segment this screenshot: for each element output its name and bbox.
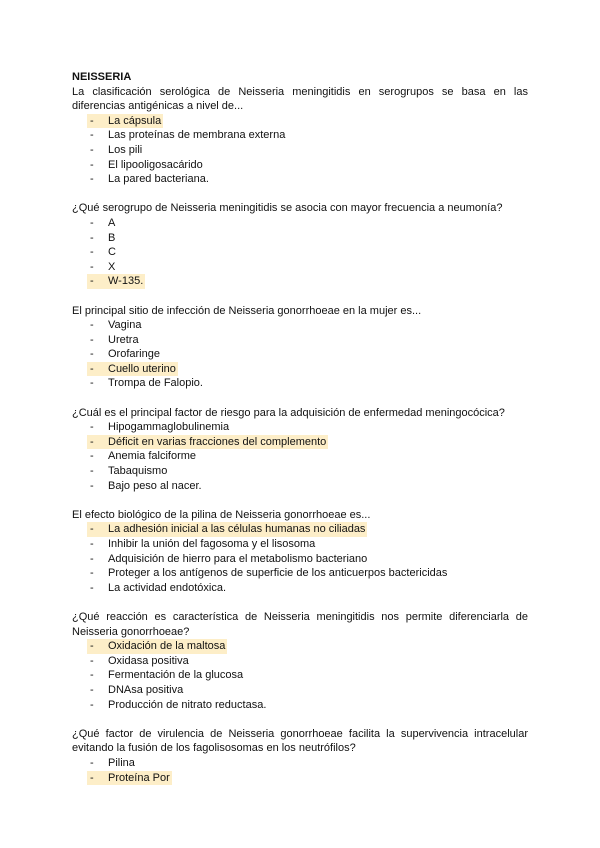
bullet-dash-icon: -: [90, 275, 94, 288]
option-item: [72, 683, 528, 698]
bullet-dash-icon: -: [90, 362, 94, 375]
option-text: Los pili: [108, 143, 143, 156]
option-line: [87, 581, 226, 596]
option-text: B: [108, 231, 116, 244]
question-block: [72, 304, 528, 392]
bullet-dash-icon: -: [90, 771, 94, 784]
option-text: Bajo peso al nacer.: [108, 479, 202, 492]
option-text: Oxidación de la maltosa: [108, 640, 226, 653]
question-block: [72, 610, 528, 712]
option-item: [72, 698, 528, 713]
option-text: Vagina: [108, 319, 142, 332]
option-item: [72, 654, 528, 669]
answer-highlight: [87, 639, 227, 654]
option-item: [72, 318, 528, 333]
bullet-dash-icon: -: [90, 450, 94, 463]
option-item: [72, 216, 528, 231]
option-line: [87, 566, 447, 581]
option-item-correct: [72, 362, 528, 377]
option-line: [87, 449, 196, 464]
bullet-dash-icon: -: [90, 216, 94, 229]
option-item: [72, 172, 528, 187]
option-line: [87, 668, 243, 683]
option-text: La adhesión inicial a las células humanas no ciliadas: [108, 523, 366, 536]
option-line: [87, 260, 115, 275]
option-item: [72, 537, 528, 552]
question-block: [72, 201, 528, 289]
bullet-dash-icon: -: [90, 669, 94, 682]
bullet-dash-icon: -: [90, 114, 94, 127]
option-line: [87, 552, 367, 567]
question-text: ¿Qué reacción es característica de Neisseria meningitidis nos permite diferenciarla de Neisseria gonorrhoeae?: [72, 610, 528, 638]
bullet-dash-icon: -: [90, 319, 94, 332]
bullet-dash-icon: -: [90, 421, 94, 434]
question-block: [72, 508, 528, 596]
bullet-dash-icon: -: [90, 654, 94, 667]
option-item: [72, 449, 528, 464]
question-block: [72, 727, 528, 785]
question-text: ¿Qué serogrupo de Neisseria meningitidis se asocia con mayor frecuencia a neumonía?: [72, 202, 503, 215]
bullet-dash-icon: -: [90, 173, 94, 186]
question-text: El principal sitio de infección de Neisseria gonorrhoeae en la mujer es...: [72, 304, 422, 317]
option-text: La cápsula: [108, 114, 162, 127]
option-line: [87, 654, 189, 669]
option-item-correct: [72, 522, 528, 537]
option-list: [72, 522, 528, 595]
question-text: ¿Cuál es el principal factor de riesgo para la adquisición de enfermedad meningocócica?: [72, 406, 505, 419]
option-item: [72, 260, 528, 275]
option-line: [87, 683, 183, 698]
option-line: [87, 318, 141, 333]
option-item-correct: [72, 639, 528, 654]
question-block: [72, 85, 528, 187]
bullet-dash-icon: -: [90, 348, 94, 361]
bullet-dash-icon: -: [90, 246, 94, 259]
document-title: NEISSERIA: [72, 71, 132, 83]
option-item: [72, 128, 528, 143]
bullet-dash-icon: -: [90, 538, 94, 550]
option-text: El lipooligosacárido: [108, 158, 203, 171]
option-line: [87, 479, 202, 494]
option-item: [72, 756, 528, 771]
option-line: [87, 464, 167, 479]
bullet-dash-icon: -: [90, 683, 94, 696]
option-text: X: [108, 260, 116, 273]
bullet-dash-icon: -: [90, 640, 94, 653]
option-item-correct: [72, 435, 528, 450]
option-list: [72, 639, 528, 712]
bullet-dash-icon: -: [90, 465, 94, 478]
option-list: [72, 114, 528, 187]
option-text: Proteger a los antígenos de superficie de los anticuerpos bactericidas: [108, 567, 448, 580]
option-text: Producción de nitrato reductasa.: [108, 698, 267, 711]
option-item: [72, 231, 528, 246]
option-text: La pared bacteriana.: [108, 173, 209, 186]
option-text: Déficit en varias fracciones del complemento: [108, 435, 327, 448]
option-item-correct: [72, 114, 528, 129]
bullet-dash-icon: -: [90, 231, 94, 244]
option-line: [87, 143, 142, 158]
option-item: [72, 566, 528, 581]
answer-highlight: [87, 274, 145, 289]
option-item: [72, 464, 528, 479]
option-text: Las proteínas de membrana externa: [108, 129, 286, 142]
option-line: [87, 172, 209, 187]
option-text: Trompa de Falopio.: [108, 377, 203, 390]
option-text: Anemia falciforme: [108, 450, 197, 463]
option-text: Oxidasa positiva: [108, 654, 189, 667]
option-item: [72, 479, 528, 494]
bullet-dash-icon: -: [90, 158, 94, 171]
option-item-correct: [72, 274, 528, 289]
option-list: [72, 420, 528, 493]
option-text: Tabaquismo: [108, 465, 168, 478]
option-line: [87, 333, 139, 348]
bullet-dash-icon: -: [90, 567, 94, 580]
option-item: [72, 581, 528, 596]
option-list: [72, 756, 528, 785]
question-text: ¿Qué factor de virulencia de Neisseria gonorrhoeae facilita la supervivencia intracelular evitando la fusión de los fagolisosomas en los neutrófilos?: [72, 727, 528, 755]
option-item: [72, 143, 528, 158]
option-text: Orofaringe: [108, 348, 160, 361]
option-text: Adquisición de hierro para el metabolismo bacteriano: [108, 552, 368, 565]
option-text: DNAsa positiva: [108, 683, 184, 696]
option-line: [87, 128, 285, 143]
bullet-dash-icon: -: [90, 143, 94, 156]
option-line: [87, 420, 229, 435]
question-block: [72, 406, 528, 494]
option-item: [72, 376, 528, 391]
option-text: Proteína Por: [108, 771, 170, 784]
option-line: [87, 158, 203, 173]
option-text: Hipogammaglobulinemia: [108, 421, 230, 434]
answer-highlight: [87, 522, 367, 537]
bullet-dash-icon: -: [90, 260, 94, 273]
answer-highlight: [87, 362, 178, 377]
option-line: [87, 347, 160, 362]
option-line: [87, 245, 116, 260]
bullet-dash-icon: -: [90, 479, 94, 492]
answer-highlight: [87, 114, 163, 129]
option-text: C: [108, 246, 116, 259]
bullet-dash-icon: -: [90, 698, 94, 711]
question-text: El efecto biológico de la pilina de Neisseria gonorrhoeae es...: [72, 508, 371, 521]
option-item: [72, 158, 528, 173]
bullet-dash-icon: -: [90, 523, 94, 536]
option-item: [72, 552, 528, 567]
bullet-dash-icon: -: [90, 377, 94, 390]
option-item: [72, 347, 528, 362]
option-item: [72, 245, 528, 260]
option-item: [72, 333, 528, 348]
option-text: W-135.: [108, 275, 144, 288]
option-text: Cuello uterino: [108, 362, 176, 375]
option-text: Fermentación de la glucosa: [108, 669, 244, 682]
option-line: [87, 537, 315, 552]
option-text: Uretra: [108, 333, 139, 346]
option-line: [87, 376, 203, 391]
option-text: Pilina: [108, 756, 135, 769]
option-line: [87, 216, 115, 231]
option-list: [72, 318, 528, 391]
option-line: [87, 698, 266, 713]
option-item-correct: [72, 771, 528, 786]
option-item: [72, 420, 528, 435]
option-list: [72, 216, 528, 289]
bullet-dash-icon: -: [90, 129, 94, 142]
question-list: [72, 85, 528, 786]
answer-highlight: [87, 771, 172, 786]
bullet-dash-icon: -: [90, 581, 94, 594]
answer-highlight: [87, 435, 328, 450]
option-text: Inhibir la unión del fagosoma y el lisosoma: [108, 538, 316, 550]
question-text: La clasificación serológica de Neisseria meningitidis en serogrupos se basa en las diferencias antigénicas a nivel de...: [72, 85, 528, 113]
document-page: [72, 70, 528, 800]
option-item: [72, 668, 528, 683]
option-text: A: [108, 216, 116, 229]
bullet-dash-icon: -: [90, 333, 94, 346]
bullet-dash-icon: -: [90, 435, 94, 448]
option-line: [87, 231, 115, 246]
bullet-dash-icon: -: [90, 552, 94, 565]
bullet-dash-icon: -: [90, 756, 94, 769]
option-line: [87, 756, 135, 771]
option-text: La actividad endotóxica.: [108, 581, 227, 594]
